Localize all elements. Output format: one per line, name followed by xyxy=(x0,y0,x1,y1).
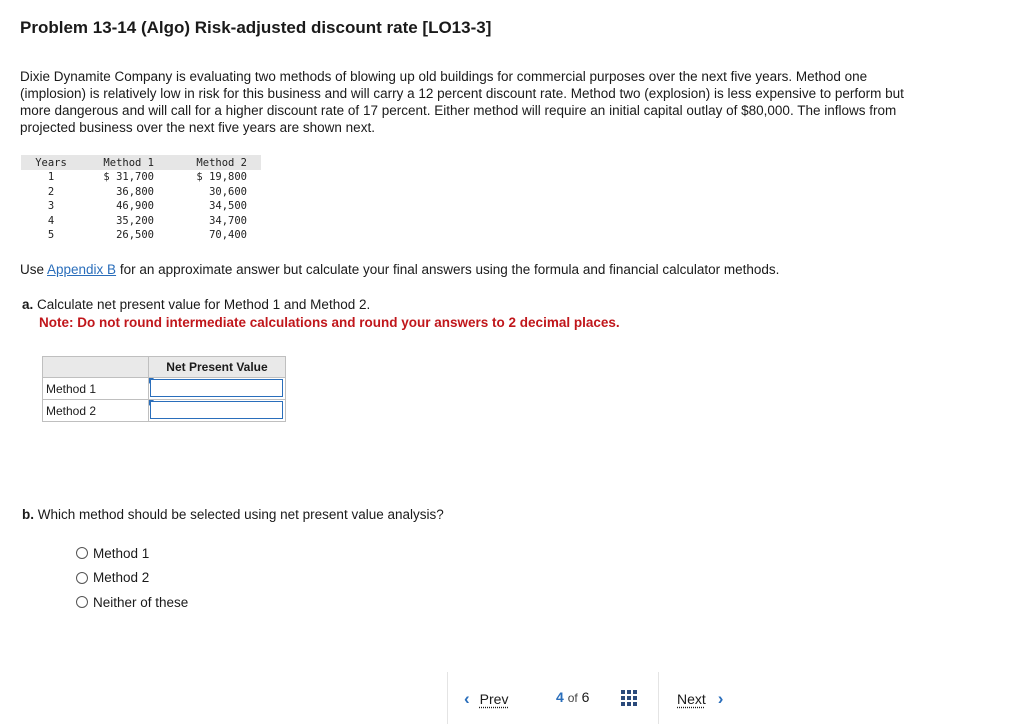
part-a-question xyxy=(22,297,370,312)
method-1-cell: 35,200 xyxy=(116,214,154,227)
radio-button[interactable] xyxy=(76,547,88,559)
header-years: Years xyxy=(21,155,81,170)
appendix-b-link[interactable]: Appendix B xyxy=(47,262,117,277)
part-a-text: Calculate net present value for Method 1 and Method 2. xyxy=(33,297,371,312)
part-a-letter: a. xyxy=(22,297,34,312)
npv-row-label-method-1: Method 1 xyxy=(43,378,149,400)
prev-label: Prev xyxy=(479,691,509,707)
npv-method-1-input[interactable] xyxy=(150,379,283,397)
nav-divider xyxy=(658,672,659,724)
option-method-2[interactable] xyxy=(76,566,188,591)
npv-input-cell-method-1 xyxy=(149,378,286,400)
option-method-1[interactable] xyxy=(76,541,188,566)
method-2-cell: 70,400 xyxy=(209,229,247,242)
method-1-cell: 46,900 xyxy=(116,200,154,213)
option-label: Neither of these xyxy=(93,594,189,610)
problem-intro: Dixie Dynamite Company is evaluating two methods of blowing up old buildings for commercial purposes over the next five years. Method one (implosion) is relatively low in risk for this business and will carry a 12 percent discount rate. Method two (explosion) is less expensive to perform but more dangerous and will call for a higher discount rate of 17 percent. Either method will require an initial capital outlay of $80,000. The inflows from projected business over the next five years are shown next. xyxy=(20,69,904,135)
cash-flow-header-row xyxy=(21,155,261,170)
npv-method-2-input[interactable] xyxy=(150,401,283,419)
year-cell: 3 xyxy=(47,200,55,213)
question-navigation xyxy=(447,672,1024,724)
table-row xyxy=(21,214,261,229)
npv-header-blank xyxy=(43,357,149,378)
year-cell: 1 xyxy=(47,171,55,184)
npv-answer-table xyxy=(42,356,286,422)
method-2-cell: 34,700 xyxy=(209,214,247,227)
appendix-instruction xyxy=(20,262,779,277)
option-label: Method 2 xyxy=(93,570,150,586)
method-2-cell: 30,600 xyxy=(209,185,247,198)
header-method-1: Method 1 xyxy=(81,155,161,170)
chevron-left-icon: ‹ xyxy=(464,689,470,708)
npv-row-label-method-2: Method 2 xyxy=(43,400,149,422)
year-cell: 2 xyxy=(47,185,55,198)
method-1-cell: 26,500 xyxy=(116,229,154,242)
method-1-cell: $ 31,700 xyxy=(103,171,154,184)
table-row xyxy=(21,170,261,185)
page-indicator xyxy=(556,689,589,705)
method-1-cell: 36,800 xyxy=(116,185,154,198)
prev-button[interactable] xyxy=(464,689,508,709)
method-radio-group xyxy=(76,541,188,615)
table-row xyxy=(21,228,261,243)
table-row xyxy=(21,185,261,200)
next-button[interactable] xyxy=(677,689,723,709)
problem-title: Problem 13-14 (Algo) Risk-adjusted discount rate [LO13-3] xyxy=(20,18,492,37)
part-b-letter: b. xyxy=(22,507,34,522)
use-suffix: for an approximate answer but calculate your final answers using the formula and financial calculator methods. xyxy=(116,262,780,277)
year-cell: 5 xyxy=(47,229,55,242)
table-row xyxy=(21,199,261,214)
nav-divider xyxy=(447,672,448,724)
use-prefix: Use xyxy=(20,262,48,277)
year-cell: 4 xyxy=(47,214,55,227)
table-row xyxy=(43,378,286,400)
radio-button[interactable] xyxy=(76,596,88,608)
next-label: Next xyxy=(677,691,706,707)
header-method-2: Method 2 xyxy=(161,155,261,170)
npv-header: Net Present Value xyxy=(149,357,286,378)
npv-header-row xyxy=(43,357,286,378)
cash-flow-table xyxy=(21,155,261,243)
option-label: Method 1 xyxy=(93,545,150,561)
page-of: of xyxy=(567,691,578,705)
method-2-cell: $ 19,800 xyxy=(196,171,247,184)
grid-icon[interactable] xyxy=(621,690,637,706)
table-row xyxy=(43,400,286,422)
radio-button[interactable] xyxy=(76,572,88,584)
total-pages: 6 xyxy=(581,689,590,705)
chevron-right-icon: › xyxy=(717,689,724,708)
option-neither[interactable] xyxy=(76,590,188,615)
rounding-note: Note: Do not round intermediate calculations and round your answers to 2 decimal places. xyxy=(39,315,620,330)
part-b-question xyxy=(22,507,444,522)
npv-input-cell-method-2 xyxy=(149,400,286,422)
part-b-text: Which method should be selected using net present value analysis? xyxy=(34,507,444,522)
current-page: 4 xyxy=(556,689,564,705)
method-2-cell: 34,500 xyxy=(209,200,247,213)
